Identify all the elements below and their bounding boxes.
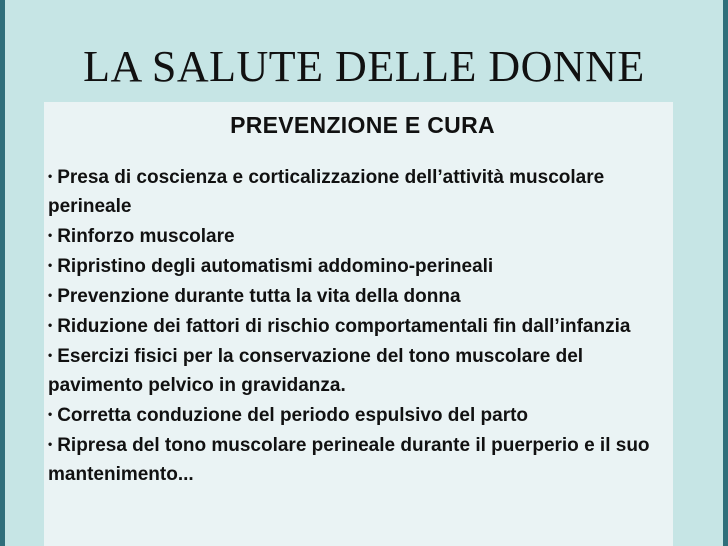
list-item bbox=[48, 221, 669, 251]
bullet-icon: • bbox=[48, 169, 53, 183]
list-item-text: Riduzione dei fattori di rischio comportamentali fin dall’infanzia bbox=[57, 316, 631, 337]
list-item bbox=[48, 400, 669, 430]
list-item bbox=[48, 162, 669, 221]
list-item bbox=[48, 251, 669, 281]
bullet-icon: • bbox=[48, 348, 53, 362]
bullet-icon: • bbox=[48, 288, 53, 302]
list-item-text: Esercizi fisici per la conservazione del tono muscolare del pavimento pelvico in gravidanza. bbox=[48, 346, 584, 396]
list-item-text: Ripresa del tono muscolare perineale durante il puerperio e il suo mantenimento... bbox=[48, 435, 650, 485]
bullet-icon: • bbox=[48, 437, 53, 451]
bullet-icon: • bbox=[48, 407, 53, 421]
bullet-icon: • bbox=[48, 318, 53, 332]
list-item bbox=[48, 341, 669, 400]
content-box bbox=[44, 102, 673, 546]
bullet-icon: • bbox=[48, 228, 53, 242]
list-item bbox=[48, 430, 669, 489]
slide-title: LA SALUTE DELLE DONNE bbox=[83, 42, 645, 91]
bullet-list bbox=[48, 162, 669, 489]
list-item-text: Presa di coscienza e corticalizzazione dell’attività muscolare perineale bbox=[48, 167, 605, 217]
list-item bbox=[48, 281, 669, 311]
bullet-icon: • bbox=[48, 258, 53, 272]
list-item-text: Corretta conduzione del periodo espulsivo del parto bbox=[57, 405, 529, 426]
list-item-text: Prevenzione durante tutta la vita della donna bbox=[57, 286, 461, 307]
section-heading: PREVENZIONE E CURA bbox=[230, 112, 495, 138]
list-item-text: Ripristino degli automatismi addomino-perineali bbox=[57, 256, 494, 277]
list-item bbox=[48, 311, 669, 341]
list-item-text: Rinforzo muscolare bbox=[57, 226, 235, 247]
